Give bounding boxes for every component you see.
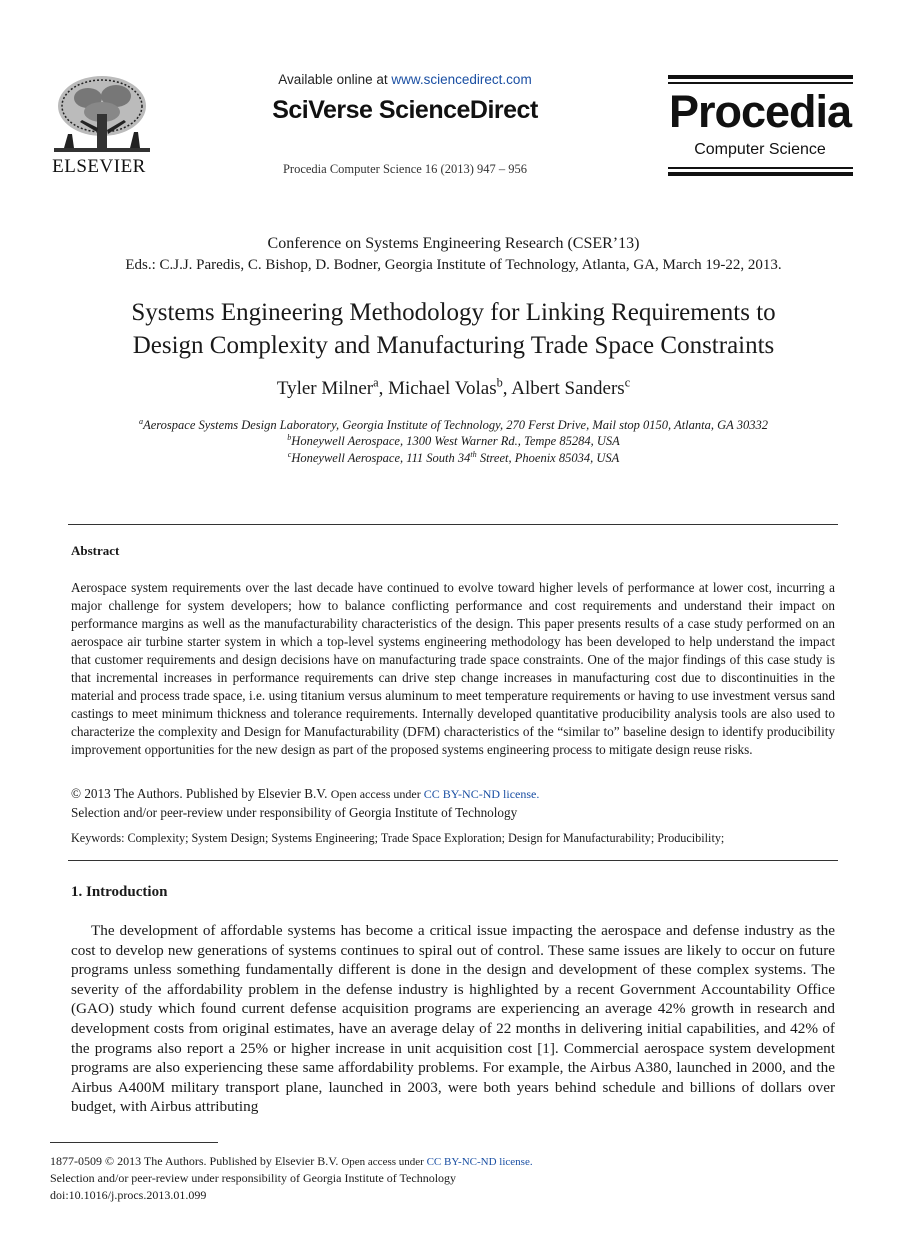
procedia-bottom-rule-thin <box>668 167 853 169</box>
footer-copyright: 1877-0509 © 2013 The Authors. Published by Elsevier B.V. <box>50 1154 342 1168</box>
footer-license-link[interactable]: CC BY-NC-ND license. <box>426 1156 533 1168</box>
procedia-logo-text: Procedia <box>668 86 852 137</box>
title-line-1: Systems Engineering Methodology for Linking Requirements to <box>131 299 776 326</box>
elsevier-tree-logo-icon <box>50 72 154 160</box>
sciencedirect-link[interactable]: www.sciencedirect.com <box>391 72 532 87</box>
author-list <box>0 375 907 400</box>
affil-marker: c <box>287 449 292 459</box>
introduction-body: The development of affordable systems has become a critical issue impacting the aerospace and defense industry as the cost to develop new generations of systems continues to spiral out of control. These same issues are likely to occur on future programs unless something fundamentally different is done in the design and development of these complex systems. The severity of the affordability problem in the defense industry is highlighted by a recent Government Accountability Office (GAO) study which found current defense acquisition programs are experiencing an average 42% growth in research and development costs from original estimates, have an average delay of 22 months in delivering initial capabilities, and 42% of the programs also report a 25% or higher increase in unit acquisition cost [1]. Commercial aerospace system development programs are also experiencing these same affordability problems. For example, the Airbus A380, launched in 2000, and the Airbus A400M military transport plane, launched in 2003, were both years behind schedule and billions of dollars over budget, with Airbus attributing <box>71 922 835 1116</box>
conference-name: Conference on Systems Engineering Research (CSER’13) <box>267 235 640 252</box>
footer-doi[interactable]: doi:10.1016/j.procs.2013.01.099 <box>50 1188 207 1202</box>
author-name: Michael Volas <box>388 378 497 399</box>
keywords-line: Keywords: Complexity; System Design; Systems Engineering; Trade Space Exploration; Design for Manufacturability; Producibility; <box>71 831 725 845</box>
title-line-2: Design Complexity and Manufacturing Trade Space Constraints <box>132 332 775 359</box>
affil-text: Honeywell Aerospace, 1300 West Warner Rd., Tempe 85284, USA <box>291 434 620 448</box>
footnote-rule <box>50 1142 218 1143</box>
author-affil-marker: a <box>373 375 379 390</box>
elsevier-wordmark: ELSEVIER <box>52 156 146 177</box>
peer-review-line: Selection and/or peer-review under responsibility of Georgia Institute of Technology <box>71 805 518 820</box>
abstract-top-rule <box>68 524 838 525</box>
sciverse-brand: SciVerse ScienceDirect <box>272 96 538 124</box>
conference-editors: Eds.: C.J.J. Paredis, C. Bishop, D. Bodner, Georgia Institute of Technology, Atlanta, GA, March 19-22, 2013. <box>125 257 782 273</box>
author-affil-marker: b <box>496 375 503 390</box>
affiliation-c <box>0 451 907 466</box>
procedia-subtitle: Computer Science <box>694 141 826 158</box>
copyright-text: © 2013 The Authors. Published by Elsevier B.V. <box>71 786 331 801</box>
author-separator: , <box>502 378 512 399</box>
affil-marker: b <box>287 432 292 442</box>
available-prefix: Available online at <box>278 72 392 87</box>
affil-text: Honeywell Aerospace, 111 South 34 <box>291 451 471 465</box>
journal-reference: Procedia Computer Science 16 (2013) 947 – 956 <box>282 162 528 176</box>
license-prefix: Open access under <box>330 787 424 801</box>
affil-text-tail: Street, Phoenix 85034, USA <box>476 451 620 465</box>
affil-ordinal: th <box>470 449 477 459</box>
license-link[interactable]: CC BY-NC-ND license. <box>423 787 540 801</box>
footer-license-prefix: Open access under <box>341 1156 427 1168</box>
abstract-heading: Abstract <box>71 543 120 558</box>
paper-title <box>60 296 847 362</box>
abstract-body: Aerospace system requirements over the last decade have continued to evolve toward higher levels of performance at lower cost, incurring a major challenge for system developers; how to balance conflicting performance and cost requirements and understand their impact on performance margins as well as the manufacturability characteristics of the design. This paper presents results of a case study performed on an aerospace air turbine starter system in which a top-level systems engineering methodology has been developed to help understand the impact that customer requirements and design decisions have on manufacturing trade space constraints. One of the major findings of this case study is that incremental increases in performance requirements can drive step change increases in manufacturing cost due to discontinuities in the material and process trade space, i.e. using titanium versus aluminum to meet temperature requirements or having to use investment versus sand castings to meet minimum thickness and tolerance requirements. Internally developed quantitative producibility analysis tools are also used to characterize the complexity and Design for Manufacturability (DFM) characteristics of the “similar to” baseline design to identify producibility improvement opportunities for the new design as part of the proposed systems engineering process to mitigate design reuse risks. <box>71 580 835 757</box>
footer-issn-line <box>50 1154 533 1169</box>
author-name: Albert Sanders <box>511 378 625 399</box>
author-name: Tyler Milner <box>276 378 374 399</box>
author-separator: , <box>378 378 389 399</box>
copyright-line <box>71 786 539 802</box>
section-heading-introduction: 1. Introduction <box>71 884 168 900</box>
affiliation-a <box>0 418 907 433</box>
footer-peer-review: Selection and/or peer-review under responsibility of Georgia Institute of Technology <box>50 1171 457 1185</box>
affil-marker: a <box>139 416 144 426</box>
procedia-bottom-rule <box>668 172 853 176</box>
license-note <box>331 787 540 801</box>
available-online-line <box>230 72 580 87</box>
affiliation-b <box>0 434 907 449</box>
abstract-bottom-rule <box>68 860 838 861</box>
affil-text: Aerospace Systems Design Laboratory, Georgia Institute of Technology, 270 Ferst Drive, Mail stop 0150, Atlanta, GA 30332 <box>143 418 768 432</box>
author-affil-marker: c <box>624 375 631 390</box>
procedia-top-rule <box>668 75 853 79</box>
